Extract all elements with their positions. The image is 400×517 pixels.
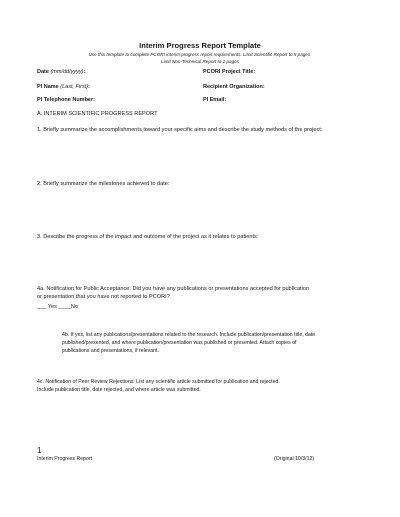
document-title: Interim Progress Report Template (139, 41, 261, 50)
question-4a (37, 285, 309, 302)
question-1: 1. Briefly summarize the accomplishments toward your specific aims and describe the study methods of the project: (37, 127, 323, 133)
question-4c-line-2: Include publication title, date rejected, and where article was submitted. (37, 387, 201, 393)
section-a-heading: A. INTERIM SCIENTIFIC PROGRESS REPORT (37, 111, 158, 117)
date-suffix: : (83, 69, 86, 75)
pi-phone-field[interactable]: PI Telephone Number: (37, 97, 95, 103)
question-4b-line-3: publications and presentations, if relevant. (62, 348, 159, 354)
footer-left: Interim Progress Report (37, 456, 93, 462)
date-label: Date (37, 69, 49, 75)
instructions-line-1: Use this template to complete PCORI interim progress report requirements. Limit Scientific Report to 5 pages. (88, 52, 312, 57)
project-title-field[interactable]: PCORI Project Title: (203, 69, 256, 75)
date-hint: (mm/dd/yyyy) (50, 69, 84, 75)
pi-name-label: PI Name (37, 84, 59, 90)
pi-name-field[interactable] (37, 84, 90, 90)
question-3: 3. Describe the progress of the impact and outcome of the project as it relates to patients: (37, 234, 259, 240)
question-4b-line-2: published/presented, and where publication/presentation was published or presented. Attach copies of (62, 340, 297, 346)
question-4b-line-1: 4b. If yes, list any publications/presentations related to the research. Include publication/presentation title, date (62, 332, 316, 338)
pi-name-suffix: : (88, 84, 90, 90)
question-4a-line-2: or presentation that you have not reported to PCORI? (37, 294, 170, 301)
date-field[interactable] (37, 69, 85, 75)
pi-name-hint: (Last, First) (60, 84, 89, 90)
question-4c (37, 378, 280, 394)
question-4a-options[interactable]: ___ Yes ____No (37, 304, 79, 310)
page-number: 1 (37, 446, 42, 455)
footer-right: (Original 10/3/12) (274, 456, 315, 462)
pi-email-field[interactable]: PI Email: (203, 97, 227, 103)
question-2: 2. Briefly summarize the milestones achieved to date: (37, 181, 170, 187)
instructions-line-2: Limit Non-Technical Report to 2 pages (161, 59, 239, 64)
question-4b (62, 331, 315, 355)
question-4a-line-1: 4a. Notification for Public Acceptance: Did you have any publications or presentations accepted for publication (37, 286, 310, 292)
question-4c-line-1: 4c. Notification of Peer Review Rejections: List any scientific article submitted for publication and rejected. (37, 379, 280, 385)
recipient-org-field[interactable]: Recipient Organization: (203, 84, 265, 90)
